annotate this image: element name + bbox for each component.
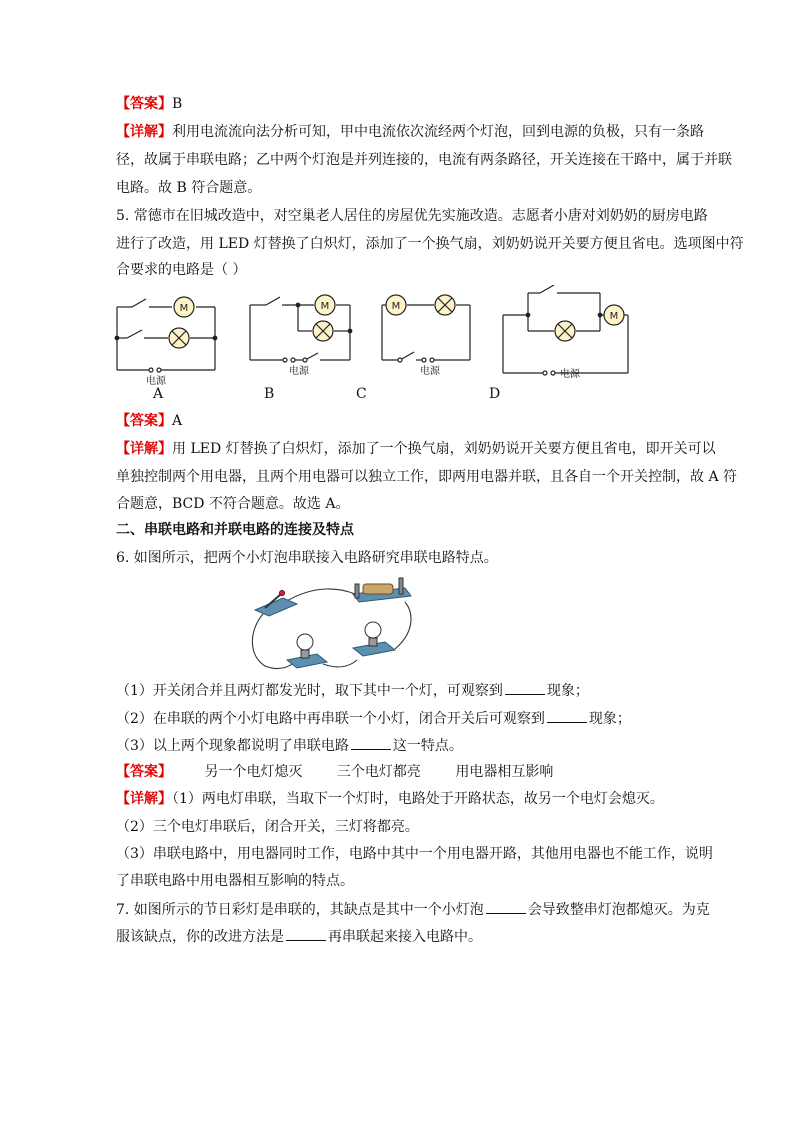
battery-icon: [353, 578, 411, 602]
q5-detail-line-1: [116, 439, 716, 459]
answer-blank[interactable]: [505, 680, 545, 695]
q6-answer-1: 另一个电灯熄灭: [204, 764, 303, 780]
switch-icon: [255, 591, 297, 617]
q6-sub3-text: （3）以上两个现象都说明了串联电路: [116, 738, 349, 754]
q5-detail-text: 用 LED 灯替换了白炽灯，添加了一个换气扇，刘奶奶说开关要方便且省电，即开关可以: [172, 441, 716, 457]
q6-circuit-photo: [245, 574, 415, 674]
power-label: 电源: [289, 366, 309, 377]
q4-answer: B: [172, 96, 183, 112]
q4-detail-line-3: 电路。故 B 符合题意。: [116, 180, 262, 196]
motor-symbol: M: [179, 303, 189, 314]
q5-detail-line-2: 单独控制两个用电器，且两个用电器可以独立工作，即两用电器并联，且各自一个开关控制，故 A 符: [116, 469, 738, 485]
q5-answer-line: [116, 411, 182, 431]
motor-symbol: M: [609, 311, 619, 322]
q7-text: 服该缺点，你的改进方法是: [116, 929, 284, 945]
q6-sub1-text: （1）开关闭合并且两灯都发光时，取下其中一个灯，可观察到: [116, 683, 503, 699]
answer-blank[interactable]: [486, 899, 526, 914]
q5-detail-line-3: 合题意，BCD 不符合题意。故选 A。: [116, 496, 350, 512]
q6-detail-text: （1）两电灯串联，当取下一个灯时，电路处于开路状态，故另一个电灯会熄灭。: [172, 791, 664, 807]
detail-tag: 【详解】: [116, 124, 172, 140]
power-label: 电源: [560, 369, 580, 380]
q6-sub2-text: （2）在串联的两个小灯电路中再串联一个小灯，闭合开关后可观察到: [116, 711, 545, 727]
q5-question-line-3: 合要求的电路是（ ）: [116, 262, 247, 278]
q4-answer-line: [116, 94, 182, 114]
circuit-a: [117, 299, 215, 370]
q5-answer: A: [172, 413, 183, 429]
option-d-label: D: [489, 386, 501, 402]
detail-tag: 【详解】: [116, 791, 172, 807]
answer-tag: 【答案】: [116, 413, 172, 429]
q6-answer-2: 三个电灯都亮: [336, 764, 421, 780]
motor-symbol: M: [391, 301, 401, 312]
q7-line-2: [116, 926, 482, 947]
section-heading: 二、串联电路和并联电路的连接及特点: [116, 522, 354, 538]
option-a-label: A: [153, 386, 164, 402]
bulb-icon: [287, 634, 327, 668]
q6-sub3: [116, 735, 463, 756]
q5-question-line-2: 进行了改造，用 LED 灯替换了白炽灯，添加了一个换气扇，刘奶奶说开关要方便且省电。选项图中符: [116, 236, 744, 252]
q5-question-line-1: 5. 常德市在旧城改造中，对空巢老人居住的房屋优先实施改造。志愿者小唐对刘奶奶的厨房电路: [116, 208, 708, 224]
detail-tag: 【详解】: [116, 441, 172, 457]
q7-line-1: [116, 899, 710, 920]
answer-tag: 【答案】: [116, 96, 172, 112]
q6-sub3-tail: 这一特点。: [392, 738, 463, 754]
power-label: 电源: [420, 366, 440, 377]
q6-sub1: [116, 680, 589, 701]
q7-text-tail: 再串联起来接入电路中。: [328, 929, 482, 945]
answer-tag: 【答案】: [116, 764, 172, 780]
answer-blank[interactable]: [547, 708, 587, 723]
q6-answer-line: [116, 762, 553, 782]
q6-detail-line-1: [116, 789, 664, 809]
answer-blank[interactable]: [351, 735, 391, 750]
q6-question: 6. 如图所示，把两个小灯泡串联接入电路研究串联电路特点。: [116, 550, 498, 566]
q7-text: 7. 如图所示的节日彩灯是串联的，其缺点是其中一个小灯泡: [116, 902, 484, 918]
option-c-label: C: [356, 386, 367, 402]
q6-answer-3: 用电器相互影响: [455, 764, 554, 780]
q4-detail-line-1: [116, 122, 704, 142]
q6-detail-line-2: （2）三个电灯串联后，闭合开关，三灯将都亮。: [116, 819, 419, 835]
q5-circuit-diagrams: [100, 285, 660, 385]
q6-detail-line-3: （3）串联电路中，用电器同时工作，电路中其中一个用电器开路，其他用电器也不能工作，说明: [116, 846, 713, 862]
q6-detail-line-4: 了串联电路中用电器相互影响的特点。: [116, 873, 354, 889]
option-b-label: B: [264, 386, 275, 402]
q7-text-tail: 会导致整串灯泡都熄灭。为克: [527, 902, 710, 918]
q6-sub2: [116, 708, 631, 729]
q6-sub1-tail: 现象；: [546, 683, 589, 699]
bulb-icon: [353, 622, 395, 656]
q6-sub2-tail: 现象；: [588, 711, 631, 727]
q4-detail-line-2: 径，故属于串联电路；乙中两个灯泡是并列连接的，电流有两条路径，开关连接在干路中，属于并联: [116, 152, 732, 168]
motor-symbol: M: [320, 301, 330, 312]
q4-detail-text: 利用电流流向法分析可知，甲中电流依次流经两个灯泡，回到电源的负极，只有一条路: [172, 124, 704, 140]
power-label: 电源: [146, 376, 166, 385]
answer-blank[interactable]: [286, 926, 326, 941]
